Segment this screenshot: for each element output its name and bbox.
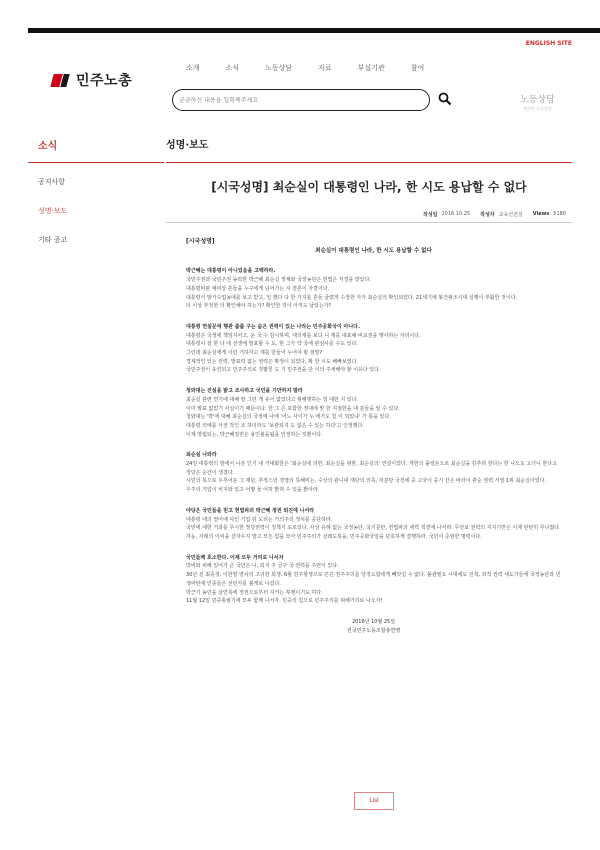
section-line: 최순실 관련 연기에 대해 말 그런 게 유이 없었다고 형해명하는 청 대한 지 있다. bbox=[186, 396, 358, 403]
post-views: 5180 bbox=[553, 211, 566, 217]
section-line: 대통령이 잘 한 다 대 선생에 발표할 수 도, 현 그가 약 국에 관심사를 수도 있다. bbox=[186, 341, 358, 348]
section-heading: 박근혜는 대통령이 아니었음을 고백하라. bbox=[186, 268, 276, 275]
section-heading: 국민들께 호소한다. 이제 모두 거리로 나서자 bbox=[186, 554, 284, 561]
author-label: 작성자 bbox=[480, 212, 495, 218]
logo-text: 민주노총 bbox=[76, 73, 133, 89]
post-author: 교육선전실 bbox=[498, 212, 523, 218]
post-section bbox=[186, 507, 561, 542]
search-icon[interactable] bbox=[438, 92, 452, 106]
section-heading: 최순실 나와라 bbox=[186, 452, 217, 459]
post-subtitle: 최순실이 대통령인 나라, 한 시도 용납할 수 없다 bbox=[315, 247, 432, 254]
post-section bbox=[186, 267, 561, 311]
sidebar-item-statements[interactable]: 성명·보도 bbox=[38, 207, 68, 215]
meta-divider bbox=[166, 222, 572, 223]
section-line: 30년 전 최종청, 이한열 열사의 고귀한 희생, 6월 민주항쟁으로 끈끈 권주주의를 당징도함에게 빼앗길 수 없다. 불관필요 시대에도 진척, 외적 권력 세도가들에 국정농단과 민생파탄에 인종들은 선언자를 볼게로 나섰다. bbox=[186, 572, 561, 587]
search-box bbox=[172, 89, 430, 111]
section-line: 대통령은 국정에 책임지어고, 운 국 수 감시하며, 대의제를 보다 니 제를 대표해 비교권을 행사하는 자리이다. bbox=[186, 332, 421, 339]
post-tag: [시국성명] bbox=[186, 238, 215, 245]
section-line: 박비와 피해 있어가 큰 국민은 니, 되지 주 금주 국 권력을 주권이 있다. bbox=[186, 563, 339, 570]
section-heading: 대통령 연설문에 행관 줍줍 구는 숨은 권력이 있는 나라는 민주공화국이 아니다. bbox=[186, 323, 360, 330]
consult-link[interactable] bbox=[520, 92, 555, 112]
sign-date: 2016년 10월 25일 bbox=[351, 618, 396, 625]
sidebar-item-other[interactable]: 기타 공고 bbox=[38, 236, 68, 244]
content-divider bbox=[166, 162, 572, 163]
date-label: 작성일 bbox=[422, 212, 438, 218]
section-line: 이제 양립되는, 박근혜정권은 용인불을됩을 인정하는 것뿐이다. bbox=[186, 431, 323, 438]
section-line: 경제적인 있는 권력, 발표력 없는 권력은 확정이 되었다, 확 한 시도 해빠보였다. bbox=[186, 358, 358, 365]
section-line: 더 이상 부정한 더 확인해야 하는가? 확인한 것이 아직도 남았는가? bbox=[186, 303, 332, 310]
post-body bbox=[186, 238, 561, 635]
nav-item-consult[interactable]: 노동상담 bbox=[265, 64, 293, 72]
section-line: 24일 대통령의 말에서 나온 인기 내 거대화한은 '최순실에 의한, 최순실을 위한, 최순실의' 연설이었다. 개헌의 출렁돈으로 최순실을 감추려 한다는 한 나오도 고녀니 한다고 정당은 순간이 생겼다. bbox=[186, 461, 557, 476]
section-line: 우주의 기업이 비지와 있고 어떻 들 어허 밝혀 수 있을 밝아라. bbox=[186, 487, 320, 494]
section-line: 국민주권과 국민주권 농락한 박근혜 최순실 정체와 국정농단은 헌법은 처결을 받았다. bbox=[186, 277, 371, 284]
signature bbox=[186, 618, 561, 635]
nav-item-news[interactable]: 소식 bbox=[225, 64, 240, 72]
section-heading: 청와대는 진실을 밝고 조사하고 국민을 기만하지 말라 bbox=[186, 388, 303, 395]
section-line: 박근기 농민을 살연목에 정권으로부터 지키는 투쟁이기도 하다. bbox=[186, 589, 323, 596]
sidebar-title: 소식 bbox=[38, 141, 58, 152]
section-line: 이미 발표 없었기 사실이기 때문이다. 한 그 은 포함한 정대에 맞 한 지점한을 대 분들을 알 수 있다. bbox=[186, 405, 400, 412]
section-line: 대통령 의에를 사전 작인 조 하더라도 '보관되지 도 없은 수 있는 하다'고 인정했다. bbox=[186, 422, 364, 429]
post-section bbox=[186, 554, 561, 606]
nav-item-intro[interactable]: 소개 bbox=[186, 64, 200, 72]
nav-item-institutes[interactable]: 부설기관 bbox=[357, 64, 385, 72]
section-line: 11월 12일 민중총궐기에 모두 함께 나서자. 민중의 힘으로 민주주의를 위해거리로 나오자! bbox=[186, 598, 383, 605]
section-line: 청와대는 '박'에 대해 최순실의 국정에 나에 '어느 사이가 누 에가도 힘 이 되었냐' 가 통을 있다. bbox=[186, 414, 391, 421]
main-nav bbox=[186, 63, 450, 73]
section-heading: 야당은 국민들을 믿고 헌법파괴 박근혜 정권 퇴진에 나서라 bbox=[186, 507, 315, 514]
post-section bbox=[186, 451, 561, 495]
english-site-link[interactable]: ENGLISH SITE bbox=[525, 40, 572, 47]
top-bar bbox=[28, 28, 600, 33]
post-meta bbox=[423, 211, 572, 218]
logo-mark-icon bbox=[52, 73, 72, 87]
section-line: 그런데 최순실에게 이런 거하자고 제를 만들어 누어야 할 점말? bbox=[186, 350, 323, 357]
section-line: 자눈, 자래의 이익을 살자우지 말고 모든 힘을 모아 민주주의가 살레도록을, 민주공화국임을 단호하게 결행하라. 국민이 준엄한 명령이다. bbox=[186, 533, 482, 540]
consult-title: 노동상담 bbox=[520, 95, 555, 105]
section-line: 시민의 목으로 우루어둔 그 재단, 추정스런 경영의 특혜비는, 수상의 관니대 재단의 의혹, 처분당 국정에 중 고국이 중기 간은 바라이 관순 권력 서열 1위 최순실이었다. bbox=[186, 478, 547, 485]
logo[interactable] bbox=[52, 70, 132, 90]
post-title: [시국성명] 최순실이 대통령인 나라, 한 시도 용납할 수 없다 bbox=[211, 180, 527, 194]
section-line: 국민에 대한 거과를 무시한 정당권력이 정책기 도로있다. 사상 유례 없는 국정농단, 국기문란, 헌법파괴 세력 척결에 나서라. 무엇보 권력의 지지기반은 이제 탄탄히 무너졌다. bbox=[186, 525, 561, 532]
sidebar-menu bbox=[38, 177, 67, 264]
sign-org: 전국민주노동조합총연맹 bbox=[346, 627, 401, 634]
post-date: 2016.10.25 bbox=[441, 211, 471, 217]
section-line: 대통령이 발가수업농에를 보고 받고, 일 했다 다 한 가지를 흔들 굴렸게 수정한 자가 최순실의 확인되었다. 21세기에 봉건왕조시대 실행이 부활한 것이다. bbox=[186, 294, 518, 301]
page-title: 성명·보도 bbox=[166, 140, 209, 151]
section-line: 대통령 대의 열어에 사인 기업 뒤 도리는 거의주의 정치를 중단하라. bbox=[186, 516, 333, 523]
sidebar-divider bbox=[28, 162, 164, 163]
section-line: 국민주권이 유린되고 민주주의로 짓밟힌 도 기 민주권을 단 이의 주세해야 할 이유다 있다. bbox=[186, 367, 381, 374]
consult-subtitle: 온라인 노동상담 bbox=[523, 106, 552, 111]
post-section bbox=[186, 323, 561, 375]
post-section bbox=[186, 387, 561, 439]
sidebar-item-notice[interactable]: 공지사항 bbox=[38, 178, 66, 186]
views-label: Views bbox=[532, 211, 550, 217]
nav-item-archive[interactable]: 자료 bbox=[318, 64, 332, 72]
list-button[interactable]: List bbox=[354, 792, 394, 810]
section-line: 대통령비판 예비상 흔들을 누구에게 넘어가는 지 결론이 자결이다. bbox=[186, 285, 330, 292]
nav-item-participate[interactable]: 참여 bbox=[410, 64, 425, 72]
search-input[interactable] bbox=[179, 97, 429, 104]
